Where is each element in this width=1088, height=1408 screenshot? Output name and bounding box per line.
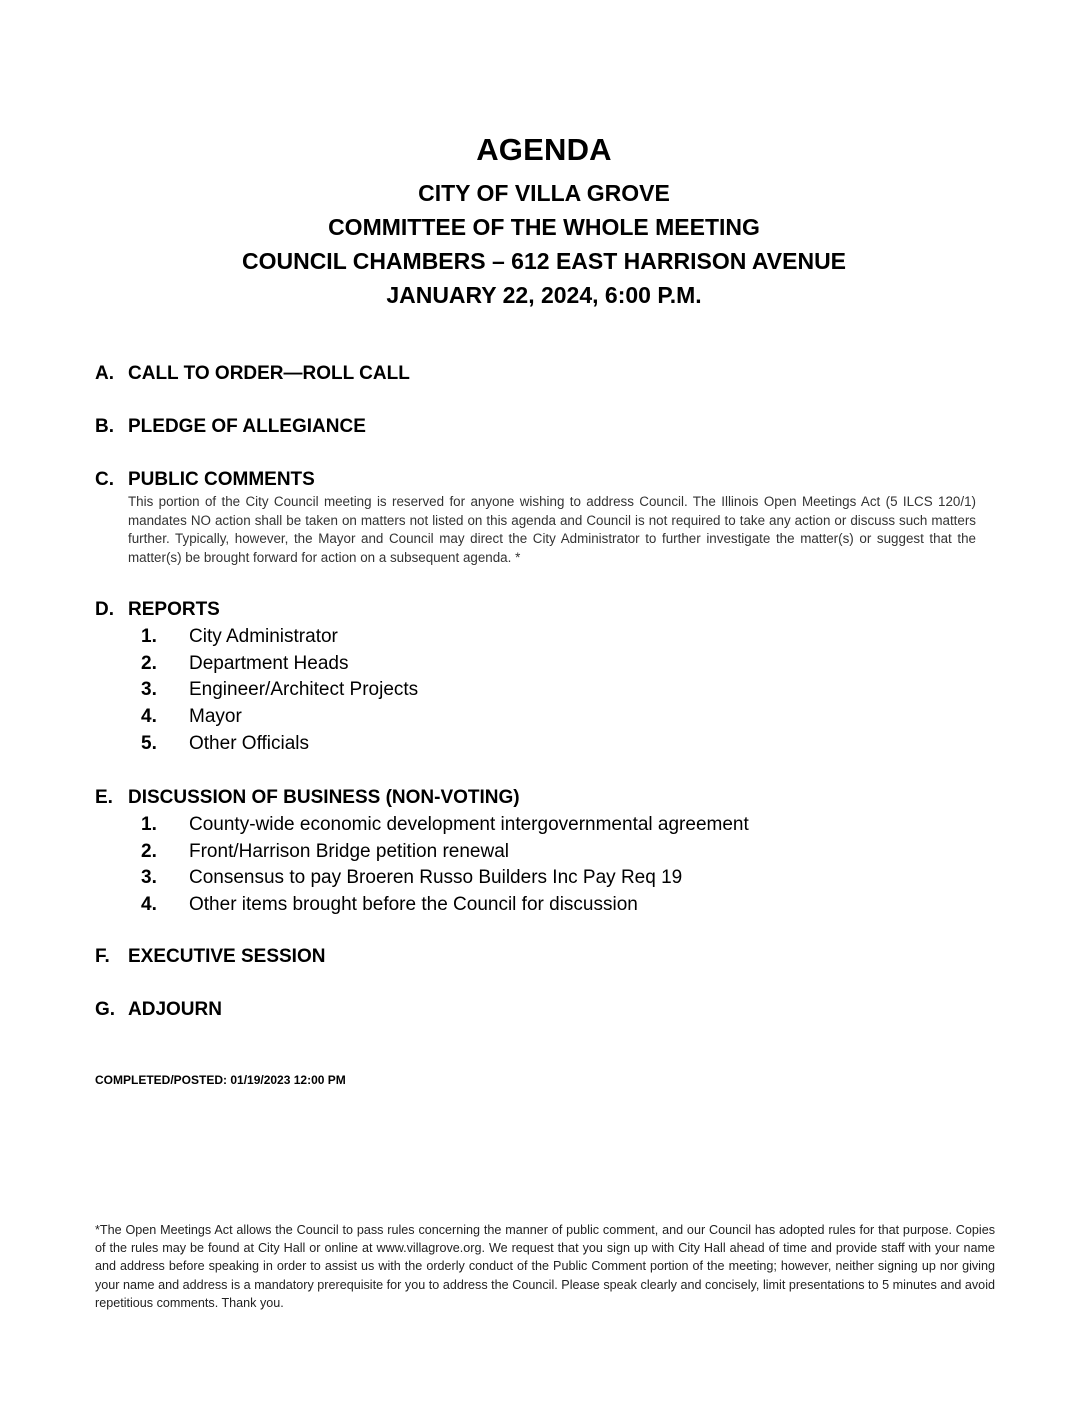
section-public-comments (95, 467, 975, 567)
section-adjourn (95, 997, 975, 1023)
section-heading (95, 997, 975, 1023)
section-title: REPORTS (128, 599, 220, 620)
item-text: City Administrator (189, 626, 338, 647)
section-heading (95, 414, 975, 440)
posted-timestamp: COMPLETED/POSTED: 01/19/2023 12:00 PM (95, 1073, 346, 1087)
section-title: EXECUTIVE SESSION (128, 946, 326, 967)
section-letter: F. (95, 946, 110, 967)
list-item (128, 677, 975, 704)
item-text: Department Heads (189, 652, 349, 674)
section-letter: E. (95, 787, 113, 808)
agenda-header (0, 132, 1088, 312)
section-title: CALL TO ORDER—ROLL CALL (128, 363, 410, 384)
section-heading (95, 597, 975, 623)
page-title: AGENDA (476, 132, 612, 167)
item-text: Other Officials (189, 732, 310, 754)
list-item (128, 704, 975, 731)
list-item (128, 624, 975, 651)
item-text: Mayor (189, 706, 242, 728)
meeting-name: COMMITTEE OF THE WHOLE MEETING (328, 214, 760, 240)
list-item (128, 839, 975, 866)
section-letter: B. (95, 416, 114, 437)
section-title: PLEDGE OF ALLEGIANCE (128, 416, 366, 437)
item-number: 2. (141, 840, 157, 862)
section-letter: A. (95, 363, 114, 384)
item-number: 4. (141, 706, 157, 728)
section-call-to-order (95, 361, 975, 387)
item-number: 1. (141, 626, 157, 647)
section-reports (95, 597, 975, 757)
list-item (128, 812, 975, 839)
item-number: 3. (141, 679, 157, 701)
public-comments-text: This portion of the City Council meeting is reserved for anyone wishing to address Council. The Illinois Open Meetings Act (5 ILCS 120/1) mandates NO action shall be taken on matters not listed on this agenda and Council is not required to take any action or discuss such matters further. Typically, however, the Mayor and Council may direct the City Administrator to further investigate the matter(s) or suggest that the matter(s) be brought forward for action on a subsequent agenda. * (128, 494, 976, 565)
item-text: County-wide economic development intergovernmental agreement (189, 814, 749, 835)
section-discussion (95, 785, 975, 919)
section-title: ADJOURN (128, 999, 222, 1020)
meeting-location: COUNCIL CHAMBERS – 612 EAST HARRISON AVENUE (241, 248, 847, 274)
list-item (128, 892, 975, 919)
item-number: 2. (141, 652, 157, 674)
discussion-list (128, 812, 975, 919)
section-heading (95, 944, 975, 970)
section-letter: D. (95, 599, 114, 620)
item-number: 1. (141, 814, 157, 835)
item-number: 4. (141, 894, 157, 916)
item-text: Front/Harrison Bridge petition renewal (189, 840, 509, 862)
section-pledge (95, 414, 975, 440)
item-text: Other items brought before the Council for discussion (189, 894, 638, 916)
list-item (128, 865, 975, 892)
section-title: DISCUSSION OF BUSINESS (NON-VOTING) (128, 787, 520, 808)
reports-list (128, 624, 975, 757)
list-item (128, 731, 975, 758)
section-heading (95, 467, 975, 493)
item-number: 3. (141, 867, 157, 889)
item-number: 5. (141, 732, 157, 754)
list-item (128, 651, 975, 678)
section-title: PUBLIC COMMENTS (128, 469, 315, 490)
section-letter: G. (95, 999, 116, 1020)
section-executive-session (95, 944, 975, 970)
city-name: CITY OF VILLA GROVE (418, 180, 670, 206)
section-heading (95, 361, 975, 387)
item-text: Consensus to pay Broeren Russo Builders Inc Pay Req 19 (189, 867, 683, 889)
item-text: Engineer/Architect Projects (189, 679, 419, 701)
section-heading (95, 785, 975, 811)
footnote: *The Open Meetings Act allows the Council to pass rules concerning the manner of public comment, and our Council has adopted rules for that purpose. Copies of the rules may be found at City Hall or online at www.villagrove.org. We request that you sign up with City Hall ahead of time and provide staff with your name and address before speaking in order to assist us with the orderly conduct of the Public Comment portion of the meeting; however, neither signing up nor giving your name and address is a mandatory prerequisite for you to address the Council. Please speak clearly and concisely, limit presentations to 5 minutes and avoid repetitious comments. Thank you. (95, 1223, 995, 1310)
section-letter: C. (95, 469, 114, 490)
meeting-datetime: JANUARY 22, 2024, 6:00 P.M. (386, 282, 702, 308)
